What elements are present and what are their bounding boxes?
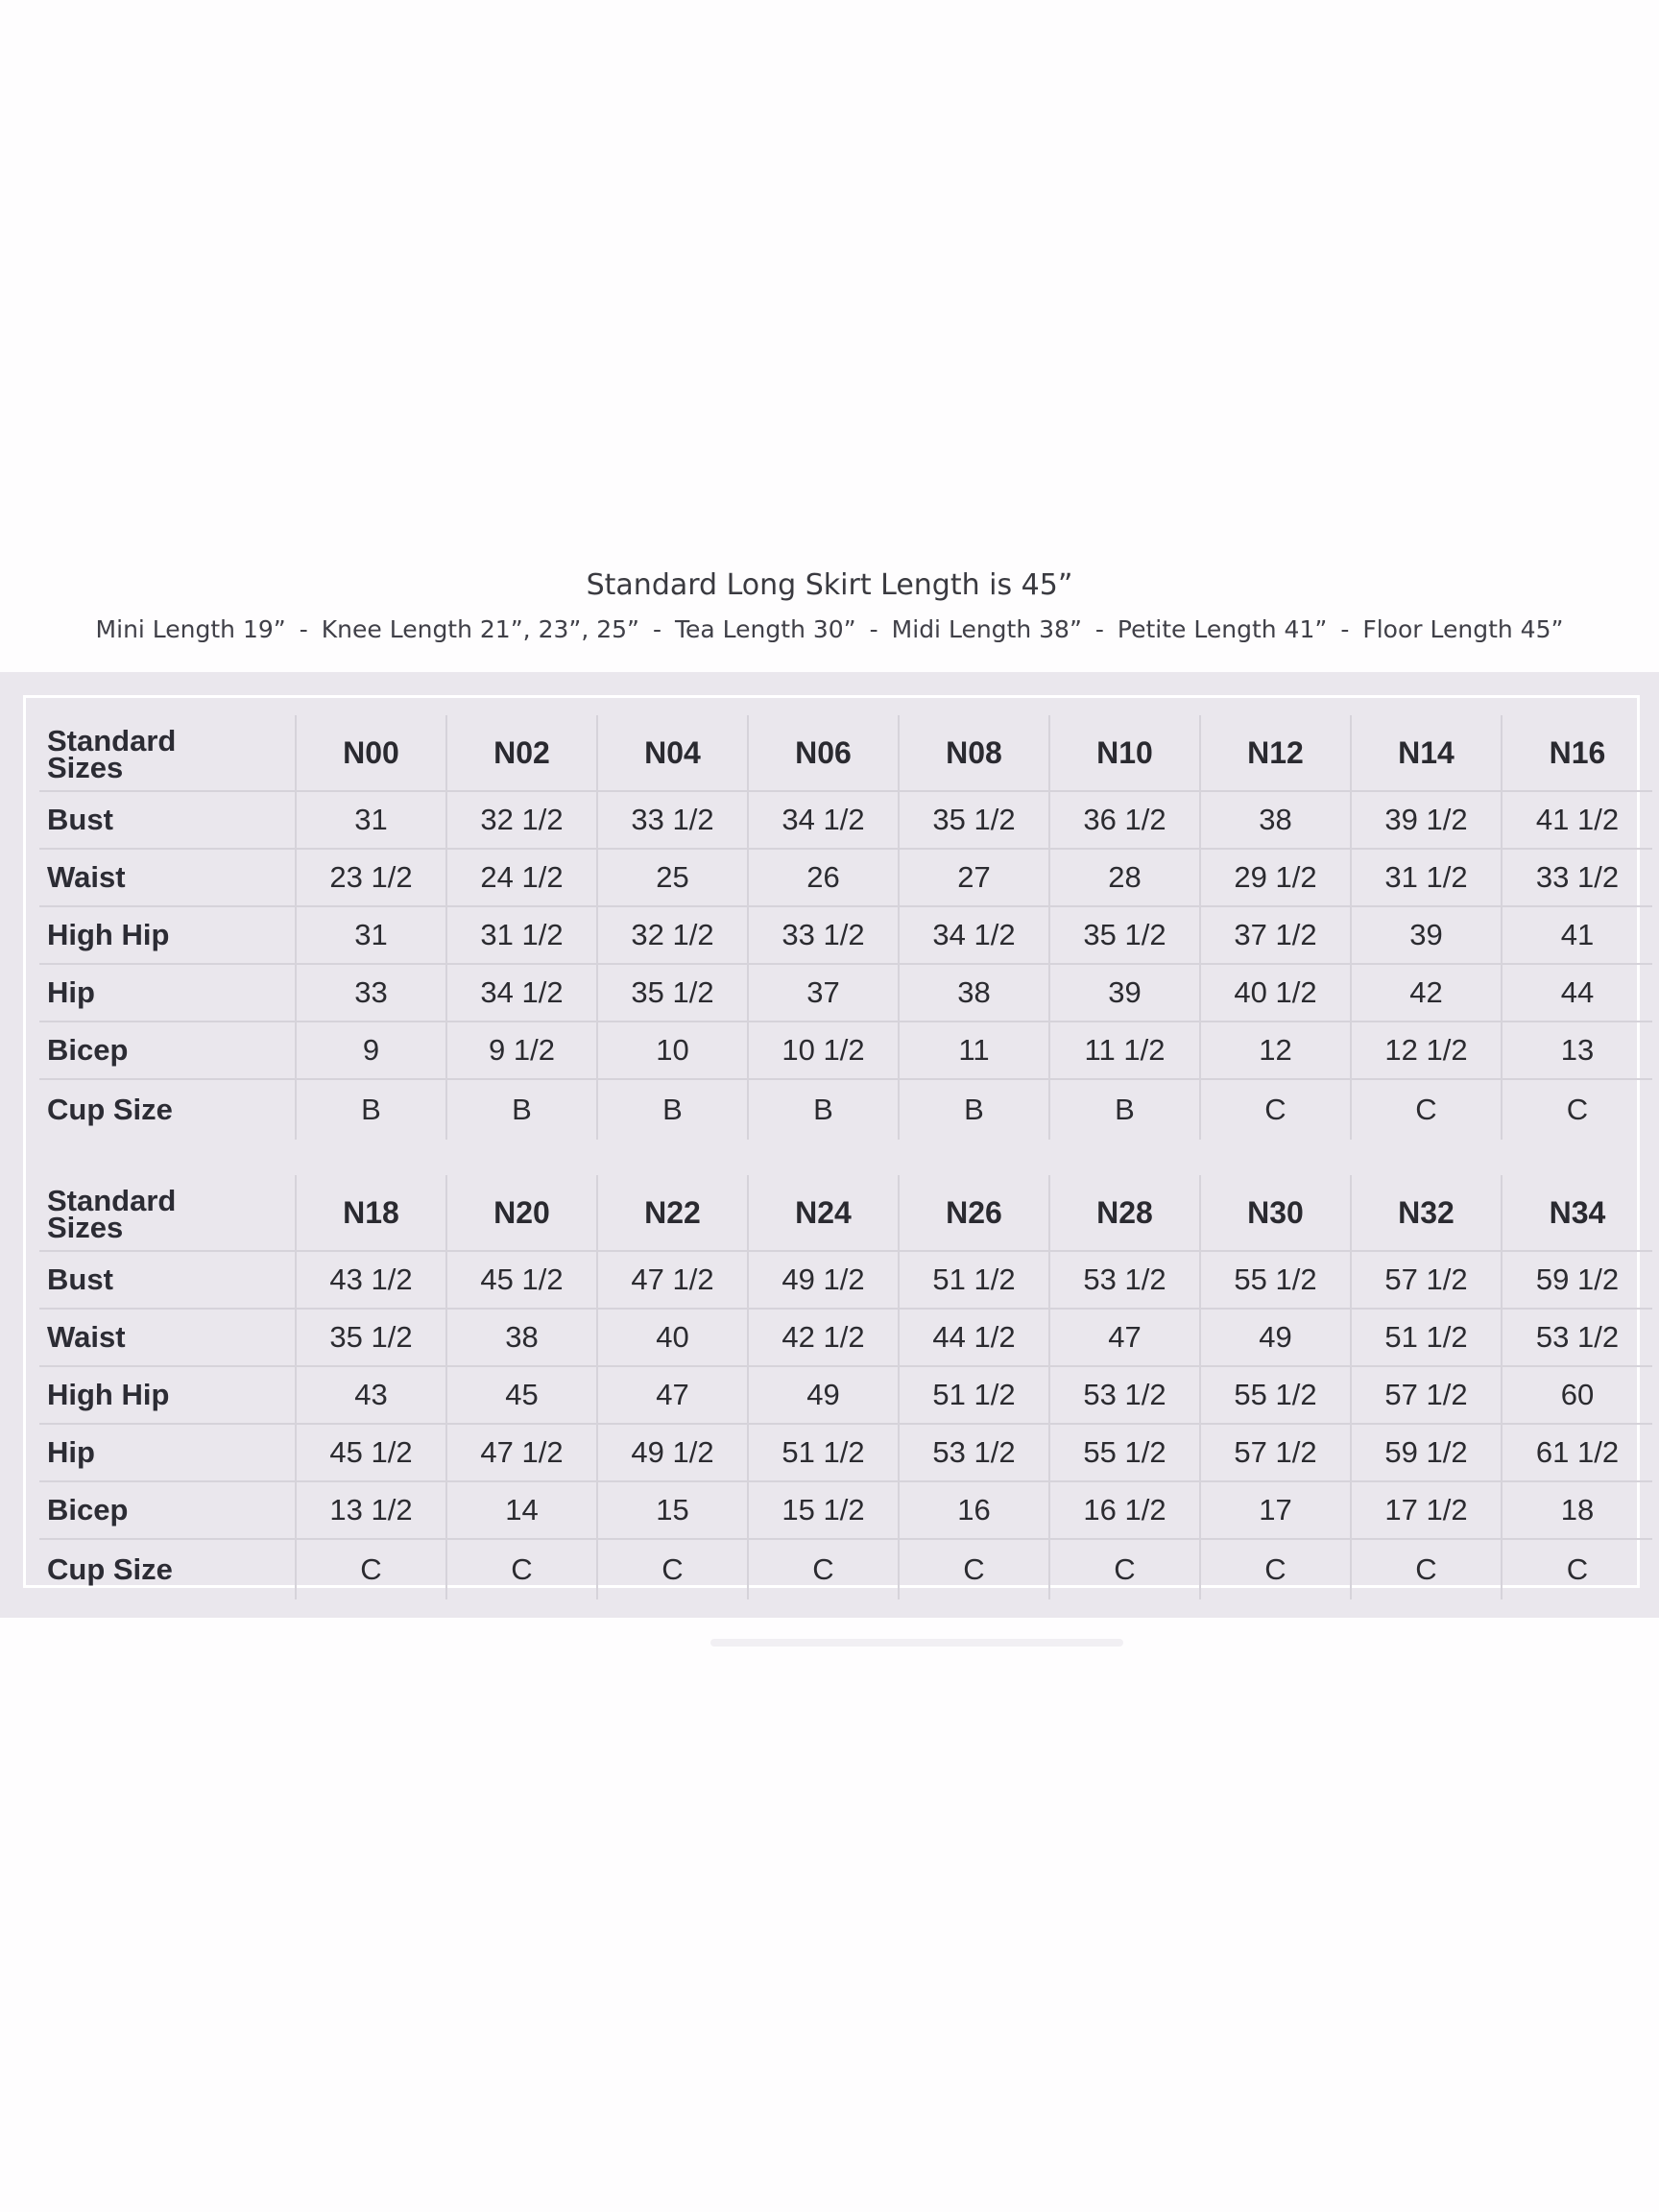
size-code: N30 [1200,1175,1351,1251]
length-options [0,613,1659,647]
length-separator: - [1094,615,1104,643]
measurement-label: Bicep [39,1022,296,1079]
measurement-label: High Hip [39,906,296,964]
measurement-row [39,1309,1652,1366]
measurement-label: Waist [39,849,296,906]
measurement-row [39,1481,1652,1539]
measurement-value: 13 [1502,1022,1652,1079]
measurement-value: 33 1/2 [748,906,899,964]
size-table-large [39,1175,1652,1599]
measurement-value: B [296,1079,446,1140]
measurement-label: Cup Size [47,1552,173,1586]
size-table-small [39,715,1652,1140]
measurement-value: 34 1/2 [899,906,1049,964]
measurement-value: 49 [748,1366,899,1424]
measurement-value: 15 [597,1481,748,1539]
measurement-label: Cup Size [47,1093,173,1126]
size-code: N08 [899,715,1049,791]
measurement-row [39,1424,1652,1481]
measurement-value: 59 1/2 [1351,1424,1502,1481]
measurement-row [39,1079,1652,1140]
measurement-value: 35 1/2 [597,964,748,1022]
measurement-value: 53 1/2 [1502,1309,1652,1366]
length-petite: Petite Length 41” [1117,615,1328,643]
measurement-row [39,1022,1652,1079]
measurement-value: 42 [1351,964,1502,1022]
measurement-value: 32 1/2 [597,906,748,964]
size-header-row [39,1175,1652,1251]
measurement-value: 9 1/2 [446,1022,597,1079]
standard-label-line2: Sizes [47,751,124,784]
size-code: N00 [296,715,446,791]
measurement-value: 27 [899,849,1049,906]
standard-label-line1: Standard [47,1184,177,1217]
measurement-label: Bust [39,1251,296,1309]
length-tea: Tea Length 30” [675,615,856,643]
measurement-value: 44 [1502,964,1652,1022]
measurement-value: 16 1/2 [1049,1481,1200,1539]
measurement-value: C [1502,1539,1652,1599]
measurement-label: Hip [39,1424,296,1481]
measurement-value: 14 [446,1481,597,1539]
length-separator: - [299,615,308,643]
measurement-value: 16 [899,1481,1049,1539]
measurement-value: 55 1/2 [1200,1366,1351,1424]
measurement-value: 32 1/2 [446,791,597,849]
length-separator: - [1340,615,1350,643]
size-code: N12 [1200,715,1351,791]
measurement-value: C [899,1539,1049,1599]
measurement-value: C [1351,1079,1502,1140]
size-code: N14 [1351,715,1502,791]
measurement-value: 11 1/2 [1049,1022,1200,1079]
measurement-value: C [1049,1539,1200,1599]
measurement-value: 33 1/2 [597,791,748,849]
measurement-value: 45 [446,1366,597,1424]
measurement-value: 17 [1200,1481,1351,1539]
size-code: N22 [597,1175,748,1251]
measurement-value: 38 [446,1309,597,1366]
measurement-row [39,1366,1652,1424]
measurement-value: 45 1/2 [446,1251,597,1309]
measurement-value: 10 [597,1022,748,1079]
measurement-value: 17 1/2 [1351,1481,1502,1539]
measurement-value: 60 [1502,1366,1652,1424]
size-code: N18 [296,1175,446,1251]
measurement-value: C [1502,1079,1652,1140]
measurement-value: 18 [1502,1481,1652,1539]
measurement-value: C [597,1539,748,1599]
measurement-value: C [296,1539,446,1599]
skirt-length-title: Standard Long Skirt Length is 45” [586,568,1073,602]
measurement-value: C [748,1539,899,1599]
measurement-value: 51 1/2 [899,1366,1049,1424]
size-code: N32 [1351,1175,1502,1251]
measurement-value: 26 [748,849,899,906]
measurement-value: B [446,1079,597,1140]
measurement-value: 57 1/2 [1351,1251,1502,1309]
measurement-value: 12 1/2 [1351,1022,1502,1079]
measurement-label: Bust [39,791,296,849]
measurement-value: 25 [597,849,748,906]
length-knee: Knee Length 21”, 23”, 25” [321,615,639,643]
size-code: N16 [1502,715,1652,791]
measurement-value: 12 [1200,1022,1351,1079]
measurement-value: 53 1/2 [899,1424,1049,1481]
measurement-row [39,791,1652,849]
measurement-value: 23 1/2 [296,849,446,906]
measurement-value: 47 [1049,1309,1200,1366]
measurement-value: 13 1/2 [296,1481,446,1539]
measurement-value: 39 1/2 [1351,791,1502,849]
measurement-value: 33 1/2 [1502,849,1652,906]
size-code: N02 [446,715,597,791]
measurement-value: 57 1/2 [1351,1366,1502,1424]
measurement-value: 37 1/2 [1200,906,1351,964]
measurement-value: 41 1/2 [1502,791,1652,849]
measurement-value: 36 1/2 [1049,791,1200,849]
measurement-value: 51 1/2 [1351,1309,1502,1366]
measurement-value: 55 1/2 [1049,1424,1200,1481]
measurement-value: 40 1/2 [1200,964,1351,1022]
measurement-value: 47 1/2 [446,1424,597,1481]
measurement-label: Waist [39,1309,296,1366]
measurement-row [39,906,1652,964]
measurement-value: 9 [296,1022,446,1079]
measurement-value: C [1200,1079,1351,1140]
measurement-value: 45 1/2 [296,1424,446,1481]
measurement-value: C [446,1539,597,1599]
measurement-value: 51 1/2 [748,1424,899,1481]
measurement-value: B [1049,1079,1200,1140]
measurement-value: 42 1/2 [748,1309,899,1366]
size-chart-panel [0,672,1659,1618]
length-floor: Floor Length 45” [1362,615,1564,643]
size-code: N24 [748,1175,899,1251]
length-separator: - [869,615,878,643]
measurement-value: 35 1/2 [1049,906,1200,964]
standard-sizes-label [39,1175,296,1251]
size-code: N06 [748,715,899,791]
measurement-value: 57 1/2 [1200,1424,1351,1481]
faded-text-remnant [710,1639,1123,1647]
measurement-value: 39 [1049,964,1200,1022]
measurement-value: 49 1/2 [748,1251,899,1309]
measurement-value: 31 1/2 [1351,849,1502,906]
measurement-value: B [899,1079,1049,1140]
measurement-value: 40 [597,1309,748,1366]
measurement-value: 29 1/2 [1200,849,1351,906]
measurement-value: 51 1/2 [899,1251,1049,1309]
measurement-value: 47 1/2 [597,1251,748,1309]
measurement-value: 35 1/2 [296,1309,446,1366]
measurement-value: 38 [1200,791,1351,849]
measurement-value: 34 1/2 [446,964,597,1022]
measurement-value: 24 1/2 [446,849,597,906]
standard-sizes-label [39,715,296,791]
measurement-value: 15 1/2 [748,1481,899,1539]
measurement-value: 61 1/2 [1502,1424,1652,1481]
measurement-value: B [597,1079,748,1140]
measurement-value: 39 [1351,906,1502,964]
measurement-value: 44 1/2 [899,1309,1049,1366]
measurement-value: 10 1/2 [748,1022,899,1079]
measurement-value: 55 1/2 [1200,1251,1351,1309]
measurement-value: C [1200,1539,1351,1599]
measurement-value: 49 1/2 [597,1424,748,1481]
length-midi: Midi Length 38” [891,615,1082,643]
measurement-value: 31 1/2 [446,906,597,964]
measurement-row [39,849,1652,906]
measurement-value: 33 [296,964,446,1022]
measurement-value: 11 [899,1022,1049,1079]
measurement-value: 28 [1049,849,1200,906]
measurement-value: 43 [296,1366,446,1424]
measurement-value: 41 [1502,906,1652,964]
standard-label-line2: Sizes [47,1211,124,1244]
size-chart-frame [23,695,1640,1588]
size-code: N34 [1502,1175,1652,1251]
measurement-value: 31 [296,791,446,849]
measurement-value: 38 [899,964,1049,1022]
measurement-value: 31 [296,906,446,964]
measurement-value: B [748,1079,899,1140]
measurement-value: 35 1/2 [899,791,1049,849]
measurement-row [39,1251,1652,1309]
measurement-value: 37 [748,964,899,1022]
measurement-value: 59 1/2 [1502,1251,1652,1309]
size-code: N28 [1049,1175,1200,1251]
measurement-row [39,1539,1652,1599]
measurement-value: 53 1/2 [1049,1251,1200,1309]
measurement-value: C [1351,1539,1502,1599]
measurement-label: Hip [39,964,296,1022]
measurement-value: 53 1/2 [1049,1366,1200,1424]
measurement-value: 43 1/2 [296,1251,446,1309]
size-header-row [39,715,1652,791]
length-mini: Mini Length 19” [95,615,286,643]
size-chart-header [0,566,1659,647]
measurement-value: 34 1/2 [748,791,899,849]
measurement-row [39,964,1652,1022]
size-code: N26 [899,1175,1049,1251]
size-code: N20 [446,1175,597,1251]
measurement-label: Bicep [39,1481,296,1539]
measurement-value: 47 [597,1366,748,1424]
standard-label-line1: Standard [47,724,177,757]
length-separator: - [652,615,662,643]
measurement-label: High Hip [39,1366,296,1424]
size-code: N10 [1049,715,1200,791]
size-code: N04 [597,715,748,791]
measurement-value: 49 [1200,1309,1351,1366]
